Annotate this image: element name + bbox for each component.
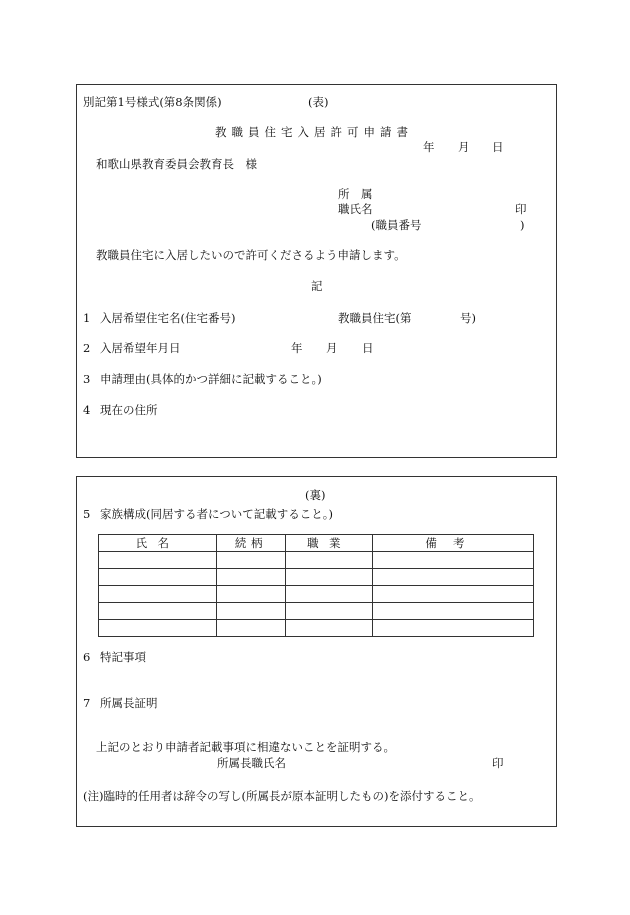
cell-occupation[interactable] (286, 603, 373, 620)
cell-occupation[interactable] (286, 586, 373, 603)
date-year: 年 (423, 140, 435, 154)
form-label: 別記第1号様式(第8条関係) (83, 95, 222, 109)
cell-name[interactable] (99, 603, 217, 620)
cell-relation[interactable] (217, 620, 286, 637)
table-row (99, 586, 534, 603)
cell-remarks[interactable] (373, 586, 534, 603)
item-1-label: 入居希望住宅名(住宅番号) (100, 311, 236, 325)
item-6-number: 6 (83, 650, 91, 664)
item-2-number: 2 (83, 341, 91, 355)
header-name: 氏名 (99, 535, 217, 552)
cell-relation[interactable] (217, 586, 286, 603)
item-2-label: 入居希望年月日 (100, 341, 181, 355)
table-row (99, 620, 534, 637)
item-6-label: 特記事項 (100, 650, 146, 664)
table-row (99, 552, 534, 569)
table-row (99, 603, 534, 620)
cell-remarks[interactable] (373, 552, 534, 569)
back-form-box (76, 476, 557, 827)
cell-relation[interactable] (217, 569, 286, 586)
attachment-note: (注)臨時的任用者は辞令の写し(所属長が原本証明したもの)を添付すること。 (83, 789, 481, 803)
header-occupation: 職業 (286, 535, 373, 552)
staff-number-close: ) (520, 218, 525, 232)
item-4-number: 4 (83, 403, 91, 417)
item-7-label: 所属長証明 (100, 696, 158, 710)
back-side-label: (裏) (305, 488, 326, 502)
item-7-number: 7 (83, 696, 91, 710)
applicant-seal: 印 (515, 202, 527, 216)
item-3-label: 申請理由(具体的かつ詳細に記載すること。) (100, 372, 322, 386)
move-year: 年 (291, 341, 303, 355)
table-row (99, 569, 534, 586)
item-1-number: 1 (83, 311, 91, 325)
request-text: 教職員住宅に入居したいので許可くださるよう申請します。 (96, 248, 406, 262)
cell-name[interactable] (99, 586, 217, 603)
family-table-header-row (99, 535, 534, 552)
head-name-label: 所属長職氏名 (217, 756, 286, 770)
cell-relation[interactable] (217, 603, 286, 620)
cell-occupation[interactable] (286, 552, 373, 569)
date-month: 月 (458, 140, 470, 154)
name-label: 職氏名 (338, 202, 373, 216)
item-3-number: 3 (83, 372, 91, 386)
cell-relation[interactable] (217, 552, 286, 569)
date-day: 日 (492, 140, 504, 154)
cell-name[interactable] (99, 620, 217, 637)
item-4-label: 現在の住所 (100, 403, 158, 417)
family-table (98, 534, 534, 637)
certify-text: 上記のとおり申請者記載事項に相違ないことを証明する。 (96, 740, 395, 754)
addressee: 和歌山県教育委員会教育長 様 (96, 157, 257, 171)
cell-occupation[interactable] (286, 620, 373, 637)
item-5-label: 家族構成(同居する者について記載すること。) (100, 507, 333, 521)
cell-remarks[interactable] (373, 620, 534, 637)
staff-number-open: (職員番号 (371, 218, 422, 232)
front-side-label: (表) (308, 95, 329, 109)
ki-label: 記 (311, 279, 323, 293)
move-day: 日 (362, 341, 374, 355)
cell-occupation[interactable] (286, 569, 373, 586)
form-title: 教職員住宅入居許可申請書 (215, 125, 413, 139)
cell-remarks[interactable] (373, 569, 534, 586)
affiliation-label: 所 属 (338, 187, 373, 201)
housing-prefix: 教職員住宅(第 (338, 311, 412, 325)
header-remarks: 備考 (373, 535, 534, 552)
cell-name[interactable] (99, 552, 217, 569)
header-relation: 続柄 (217, 535, 286, 552)
front-form-box (76, 84, 557, 458)
cell-name[interactable] (99, 569, 217, 586)
housing-suffix: 号) (460, 311, 476, 325)
head-seal: 印 (492, 756, 504, 770)
move-month: 月 (326, 341, 338, 355)
item-5-number: 5 (83, 507, 91, 521)
cell-remarks[interactable] (373, 603, 534, 620)
